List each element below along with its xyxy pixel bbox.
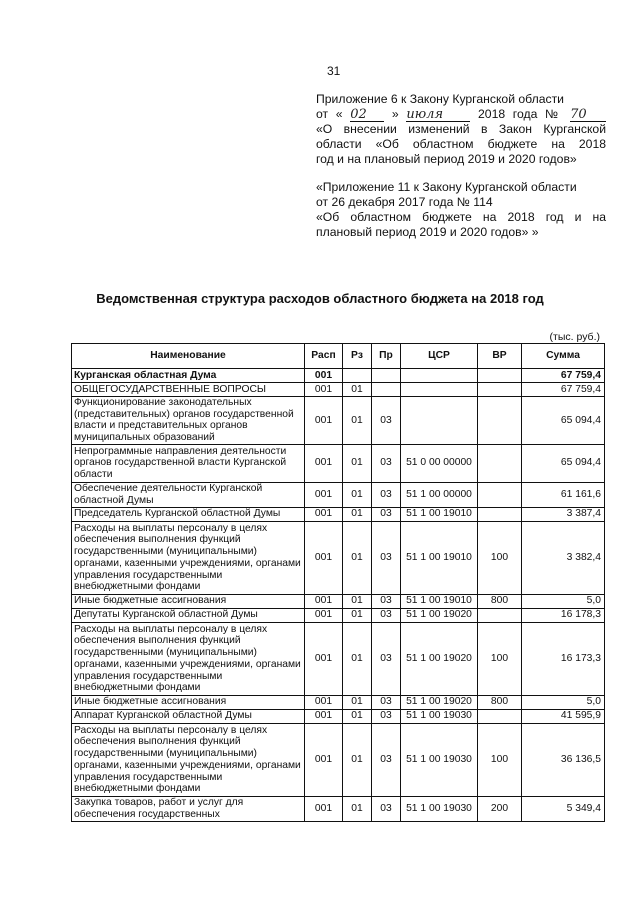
row-name: Депутаты Курганской областной Думы — [72, 608, 305, 622]
row-sum: 5 349,4 — [522, 796, 605, 821]
table-row — [72, 507, 605, 521]
row-csr — [401, 369, 478, 383]
row-vr: 100 — [478, 622, 522, 695]
close-quote: » — [391, 107, 399, 121]
row-rasp: 001 — [305, 521, 343, 594]
row-sum: 67 759,4 — [522, 369, 605, 383]
row-rasp: 001 — [305, 796, 343, 821]
row-sum: 3 382,4 — [522, 521, 605, 594]
appendix-original-line3: «Об областном бюджете на 2018 год и на — [316, 210, 606, 224]
row-rz: 01 — [343, 695, 372, 709]
table-row — [72, 608, 605, 622]
row-vr — [478, 383, 522, 397]
handwritten-number: 70 — [570, 109, 606, 122]
table-row — [72, 695, 605, 709]
row-rasp: 001 — [305, 482, 343, 507]
row-name: Непрограммные направления деятельности органов государственной власти Курганской области — [72, 444, 305, 482]
row-csr: 51 1 00 19010 — [401, 594, 478, 608]
row-pr: 03 — [372, 723, 401, 796]
row-sum: 67 759,4 — [522, 383, 605, 397]
row-vr: 800 — [478, 594, 522, 608]
row-pr: 03 — [372, 695, 401, 709]
row-pr — [372, 383, 401, 397]
year-text: 2018 года — [478, 107, 538, 121]
row-rz: 01 — [343, 507, 372, 521]
appendix-current-date-line — [316, 107, 606, 122]
appendix-current — [316, 92, 606, 167]
row-name: Расходы на выплаты персоналу в целях обеспечения выполнения функций государственными (муниципальными) органами, казенными учреждениями, органами управления государственными внебюджетными фондами — [72, 723, 305, 796]
row-sum: 65 094,4 — [522, 444, 605, 482]
header-name: Наименование — [72, 344, 305, 369]
row-pr: 03 — [372, 397, 401, 445]
row-rasp: 001 — [305, 594, 343, 608]
row-rasp: 001 — [305, 397, 343, 445]
row-pr: 03 — [372, 444, 401, 482]
table-row — [72, 723, 605, 796]
row-pr: 03 — [372, 608, 401, 622]
row-rasp: 001 — [305, 709, 343, 723]
row-csr: 51 1 00 19030 — [401, 723, 478, 796]
row-rz: 01 — [343, 594, 372, 608]
appendix-original-line1: «Приложение 11 к Закону Курганской области — [316, 180, 577, 194]
row-rz: 01 — [343, 397, 372, 445]
table-row — [72, 796, 605, 821]
row-sum: 61 161,6 — [522, 482, 605, 507]
row-csr: 51 1 00 19010 — [401, 507, 478, 521]
row-rasp: 001 — [305, 444, 343, 482]
row-pr — [372, 369, 401, 383]
row-rasp: 001 — [305, 383, 343, 397]
row-rz: 01 — [343, 622, 372, 695]
row-csr: 51 1 00 19010 — [401, 521, 478, 594]
row-name: Функционирование законодательных (представительных) органов государственной власти и представительных органов муниципальных образований — [72, 397, 305, 445]
from-label: от — [316, 107, 329, 121]
row-csr: 51 0 00 00000 — [401, 444, 478, 482]
row-rasp: 001 — [305, 723, 343, 796]
row-csr: 51 1 00 19030 — [401, 796, 478, 821]
row-rz: 01 — [343, 608, 372, 622]
table-row — [72, 594, 605, 608]
handwritten-day: 02 — [350, 109, 384, 122]
row-csr: 51 1 00 19020 — [401, 608, 478, 622]
header-pr: Пр — [372, 344, 401, 369]
row-vr — [478, 507, 522, 521]
header-sum: Сумма — [522, 344, 605, 369]
header-csr: ЦСР — [401, 344, 478, 369]
row-name: Иные бюджетные ассигнования — [72, 594, 305, 608]
table-row — [72, 521, 605, 594]
row-rz — [343, 369, 372, 383]
row-vr — [478, 444, 522, 482]
handwritten-month: июля — [406, 109, 470, 122]
row-rz: 01 — [343, 521, 372, 594]
row-sum: 65 094,4 — [522, 397, 605, 445]
table-row — [72, 622, 605, 695]
appendix-original-line4: плановый период 2019 и 2020 годов» » — [316, 225, 539, 239]
row-pr: 03 — [372, 521, 401, 594]
row-csr: 51 1 00 19030 — [401, 709, 478, 723]
row-rz: 01 — [343, 709, 372, 723]
appendix-current-line4: области «Об областном бюджете на 2018 — [316, 137, 606, 151]
row-name: Председатель Курганской областной Думы — [72, 507, 305, 521]
row-sum: 5,0 — [522, 594, 605, 608]
appendix-current-line3: «О внесении изменений в Закон Курганской — [316, 122, 606, 136]
row-sum: 16 173,3 — [522, 622, 605, 695]
row-rasp: 001 — [305, 369, 343, 383]
row-pr: 03 — [372, 622, 401, 695]
table-row — [72, 369, 605, 383]
row-vr — [478, 397, 522, 445]
row-csr: 51 1 00 00000 — [401, 482, 478, 507]
row-sum: 3 387,4 — [522, 507, 605, 521]
appendix-original — [316, 180, 606, 240]
row-rz: 01 — [343, 723, 372, 796]
row-name: Иные бюджетные ассигнования — [72, 695, 305, 709]
header-rasp: Расп — [305, 344, 343, 369]
row-rasp: 001 — [305, 608, 343, 622]
table-row — [72, 482, 605, 507]
appendix-original-line2: от 26 декабря 2017 года № 114 — [316, 195, 493, 209]
row-pr: 03 — [372, 482, 401, 507]
row-rasp: 001 — [305, 695, 343, 709]
row-rz: 01 — [343, 482, 372, 507]
row-csr — [401, 397, 478, 445]
row-name: Расходы на выплаты персоналу в целях обеспечения выполнения функций государственными (муниципальными) органами, казенными учреждениями, органами управления государственными внебюджетными фондами — [72, 622, 305, 695]
table-row — [72, 397, 605, 445]
row-rz: 01 — [343, 383, 372, 397]
row-sum: 36 136,5 — [522, 723, 605, 796]
row-rz: 01 — [343, 444, 372, 482]
row-name: Расходы на выплаты персоналу в целях обеспечения выполнения функций государственными (муниципальными) органами, казенными учреждениями, органами управления государственными внебюджетными фондами — [72, 521, 305, 594]
row-rz: 01 — [343, 796, 372, 821]
row-csr — [401, 383, 478, 397]
row-pr: 03 — [372, 796, 401, 821]
row-vr: 200 — [478, 796, 522, 821]
row-vr — [478, 608, 522, 622]
row-rasp: 001 — [305, 622, 343, 695]
row-name: Обеспечение деятельности Курганской областной Думы — [72, 482, 305, 507]
row-pr: 03 — [372, 594, 401, 608]
document-title: Ведомственная структура расходов областного бюджета на 2018 год — [96, 291, 544, 306]
row-vr — [478, 709, 522, 723]
row-vr — [478, 369, 522, 383]
row-pr: 03 — [372, 507, 401, 521]
row-csr: 51 1 00 19020 — [401, 622, 478, 695]
row-sum: 16 178,3 — [522, 608, 605, 622]
row-pr: 03 — [372, 709, 401, 723]
row-name: Аппарат Курганской областной Думы — [72, 709, 305, 723]
open-quote: « — [335, 107, 343, 121]
units-label: (тыс. руб.) — [549, 331, 600, 343]
header-vr: ВР — [478, 344, 522, 369]
row-sum: 5,0 — [522, 695, 605, 709]
appendix-current-line5: год и на плановый период 2019 и 2020 годов» — [316, 152, 577, 166]
table-header-row — [72, 344, 605, 369]
budget-table — [71, 343, 605, 822]
number-label: № — [545, 107, 563, 121]
row-vr: 800 — [478, 695, 522, 709]
appendix-current-line1: Приложение 6 к Закону Курганской области — [316, 92, 564, 106]
row-name: ОБЩЕГОСУДАРСТВЕННЫЕ ВОПРОСЫ — [72, 383, 305, 397]
header-rz: Рз — [343, 344, 372, 369]
row-vr — [478, 482, 522, 507]
row-rasp: 001 — [305, 507, 343, 521]
row-vr: 100 — [478, 723, 522, 796]
row-sum: 41 595,9 — [522, 709, 605, 723]
row-name: Курганская областная Дума — [72, 369, 305, 383]
table-row — [72, 444, 605, 482]
row-name: Закупка товаров, работ и услуг для обеспечения государственных — [72, 796, 305, 821]
table-row — [72, 709, 605, 723]
row-csr: 51 1 00 19020 — [401, 695, 478, 709]
row-vr: 100 — [478, 521, 522, 594]
page-number: 31 — [327, 64, 341, 78]
table-row — [72, 383, 605, 397]
